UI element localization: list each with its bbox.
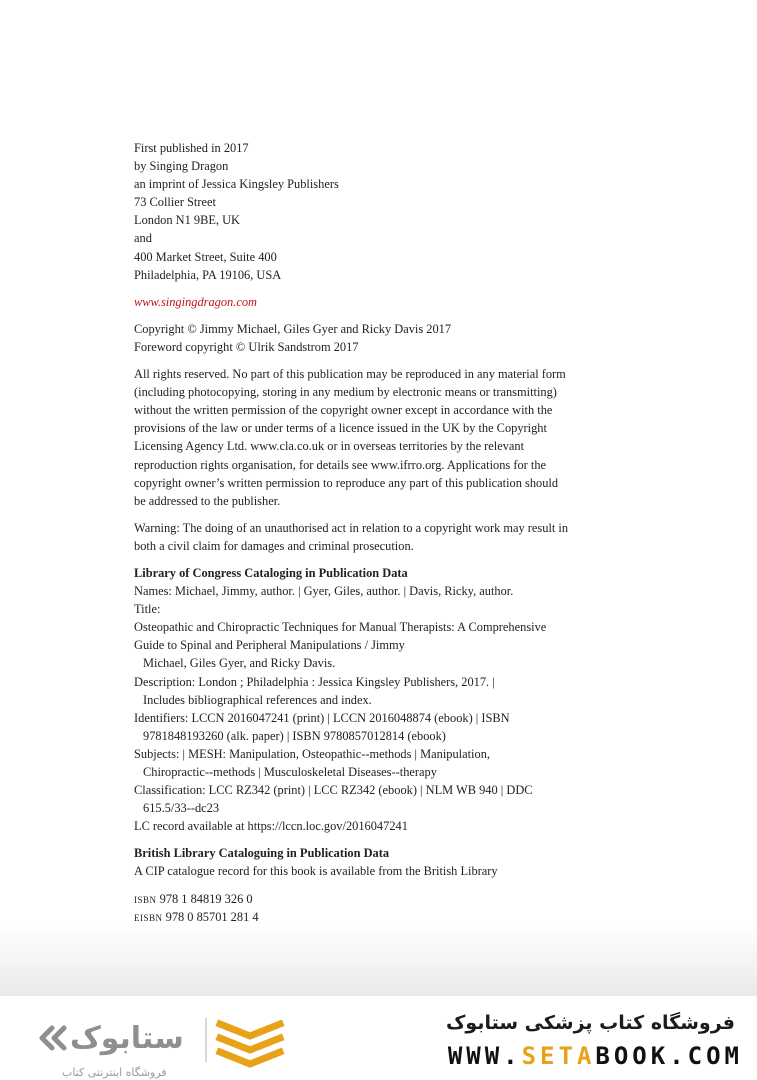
text-line: 73 Collier Street — [134, 195, 216, 210]
logo-subtitle: فروشگاه اینترنتی کتاب — [62, 1066, 167, 1079]
text-line: Includes bibliographical references and index. — [143, 692, 372, 707]
text-line: Foreword copyright © Ulrik Sandstrom 2017 — [134, 339, 359, 354]
bottom-fade — [0, 925, 757, 997]
text-line: LC record available at https://lccn.loc.gov/2016047241 — [134, 819, 408, 834]
text-line: reproduction rights organisation, for details see www.ifrro.org. Applications for the — [134, 457, 547, 472]
text-line: Warning: The doing of an unauthorised act in relation to a copyright work may result in — [134, 520, 569, 535]
text-line: 9781848193260 (alk. paper) | ISBN 9780857012814 (ebook) — [143, 728, 446, 743]
isbn-value: 978 1 84819 326 0 — [159, 891, 253, 906]
bl-cip-line: A CIP catalogue record for this book is available from the British Library — [134, 864, 498, 879]
isbn-print — [134, 890, 634, 908]
text-line: Chiropractic--methods | Musculoskeletal Diseases--therapy — [143, 765, 437, 779]
isbn-ebook — [134, 908, 634, 926]
text-line: All rights reserved. No part of this publication may be reproduced in any material form — [134, 367, 566, 382]
url-post: BOOK.COM — [595, 1042, 743, 1070]
text-line: an imprint of Jessica Kingsley Publishers — [134, 177, 339, 192]
setabook-banner — [0, 996, 757, 1080]
text-line: Classification: LCC RZ342 (print) | LCC RZ342 (ebook) | NLM WB 940 | DDC — [134, 783, 533, 798]
text-line: 615.5/33--dc23 — [143, 801, 220, 816]
warning-statement — [134, 519, 634, 555]
rights-statement — [134, 365, 634, 510]
text-line: by Singing Dragon — [134, 159, 229, 174]
text-line: copyright owner’s written permission to reproduce any part of this publication should — [134, 475, 559, 490]
logo-arrows-icon — [42, 1028, 64, 1048]
logo-wordmark: ستابوک — [70, 1021, 184, 1056]
text-line: and — [134, 231, 152, 246]
text-line: Subjects: | MESH: Manipulation, Osteopathic--methods | Manipulation, — [134, 746, 490, 761]
copyright-notice — [134, 320, 634, 356]
text-line: Copyright © Jimmy Michael, Giles Gyer and Ricky Davis 2017 — [134, 321, 452, 336]
isbn-label: isbn — [134, 891, 157, 906]
text-line: Guide to Spinal and Peripheral Manipulations / Jimmy — [134, 638, 405, 653]
shop-title: فروشگاه کتاب پزشکی ستابوک — [445, 1012, 735, 1034]
text-line: Identifiers: LCCN 2016047241 (print) | LCCN 2016048874 (ebook) | ISBN — [134, 710, 510, 725]
website-link[interactable]: www.singingdragon.com — [134, 294, 257, 309]
text-line: be addressed to the publisher. — [134, 493, 281, 508]
text-line: Licensing Agency Ltd. www.cla.co.uk or in overseas territories by the relevant — [134, 439, 525, 454]
text-line: 400 Market Street, Suite 400 — [134, 249, 277, 264]
url-highlight: SETA — [521, 1042, 596, 1070]
loc-cip-data — [134, 582, 634, 835]
text-line: provisions of the law or under terms of a licence issued in the UK by the Copyright — [134, 421, 547, 436]
text-line: Michael, Giles Gyer, and Ricky Davis. — [143, 656, 336, 671]
text-line: Title: — [134, 602, 161, 617]
logo-book-icon — [220, 1024, 280, 1064]
copyright-page — [134, 139, 634, 926]
publication-info — [134, 139, 634, 284]
shop-url[interactable] — [448, 1042, 743, 1070]
eisbn-value: 978 0 85701 281 4 — [165, 909, 259, 924]
text-line: London N1 9BE, UK — [134, 213, 241, 228]
eisbn-label: eisbn — [134, 909, 163, 924]
text-line: Osteopathic and Chiropractic Techniques for Manual Therapists: A Comprehensive — [134, 620, 547, 635]
text-line: Philadelphia, PA 19106, USA — [134, 267, 282, 282]
text-line: both a civil claim for damages and criminal prosecution. — [134, 538, 414, 553]
url-pre: WWW. — [447, 1042, 522, 1070]
setabook-logo[interactable] — [36, 1012, 296, 1079]
text-line: Names: Michael, Jimmy, author. | Gyer, Giles, author. | Davis, Ricky, author. — [134, 584, 514, 599]
text-line: Description: London ; Philadelphia : Jessica Kingsley Publishers, 2017. | — [134, 674, 495, 689]
text-line: without the written permission of the copyright owner except in accordance with the — [134, 403, 553, 418]
text-line: First published in 2017 — [134, 141, 249, 155]
bl-heading: British Library Cataloguing in Publication Data — [134, 846, 390, 861]
loc-heading: Library of Congress Cataloging in Publication Data — [134, 565, 408, 580]
text-line: (including photocopying, storing in any medium by electronic means or transmitting) — [134, 385, 557, 400]
